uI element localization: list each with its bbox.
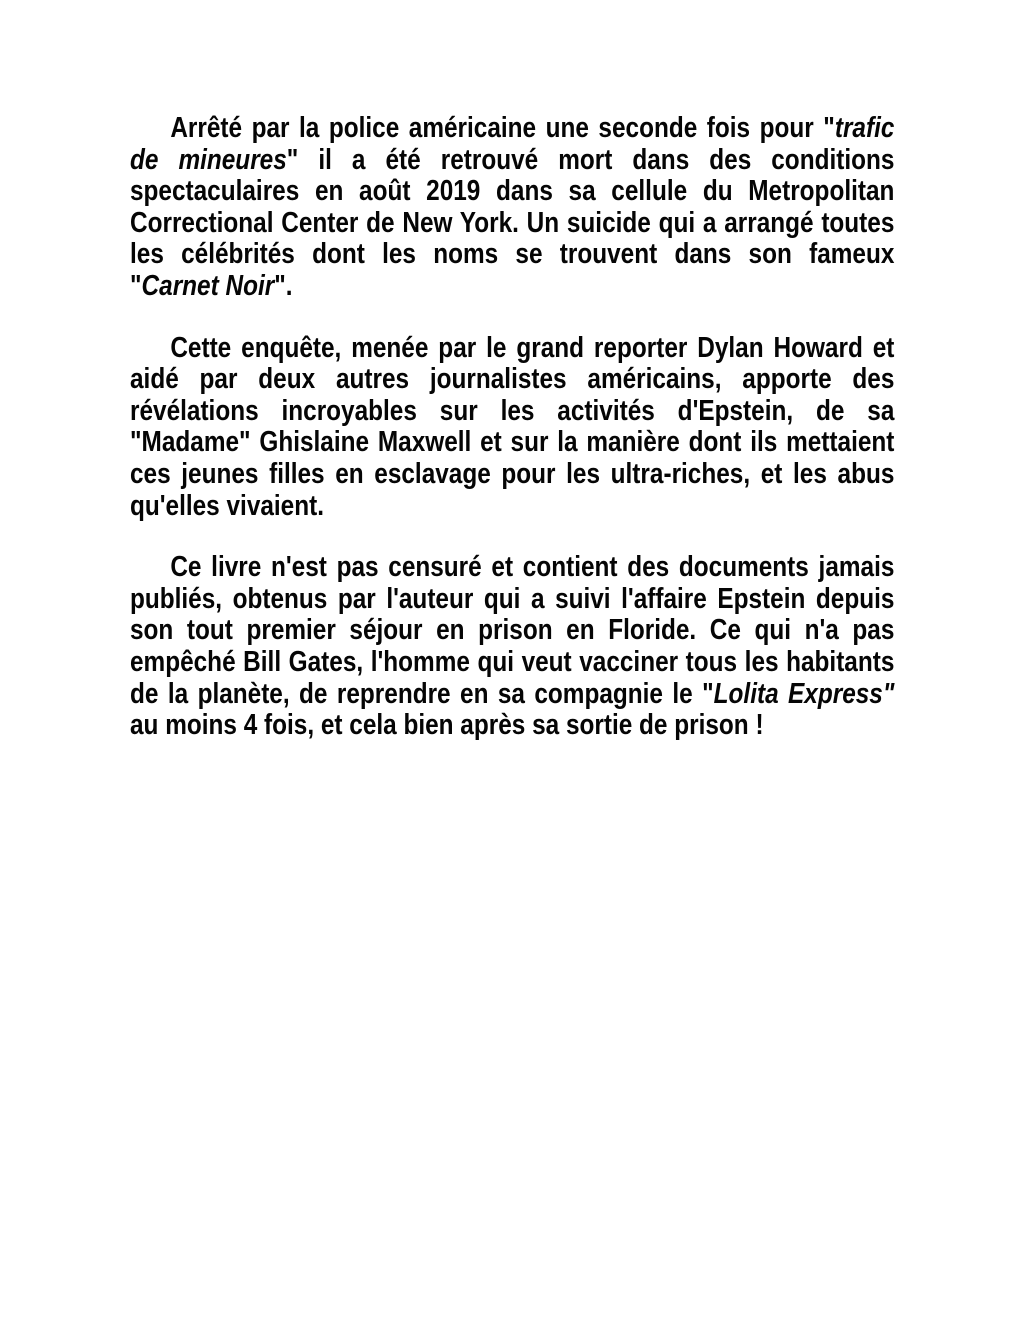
text-run: ". xyxy=(274,269,293,302)
text-run-italic: Carnet Noir xyxy=(141,269,275,302)
paragraph-1 xyxy=(130,113,894,303)
text-run: " il a été retrouvé mort dans des conditions spectaculaires en août 2019 dans sa cellule du Metropolitan Correctional Center de New York. Un suicide qui a arrangé toutes les célébrités dont les noms se trouvent dans son fameux " xyxy=(130,143,895,302)
text-block xyxy=(130,113,894,772)
paragraph-3 xyxy=(130,552,894,742)
text-run: Ce livre n'est pas censuré et contient des documents jamais publiés, obtenus par l'auteur qui a suivi l'affaire Epstein depuis son tout premier séjour en prison en Floride. Ce qui n'a pas empêché Bill Gates, l'homme qui veut vacciner tous les habitants de la planète, de reprendre en sa compagnie le " xyxy=(130,551,895,710)
text-run: au moins 4 fois, et cela bien après sa sortie de prison ! xyxy=(130,709,764,742)
paragraph-2 xyxy=(130,333,894,523)
text-run: Arrêté par la police américaine une seconde fois pour " xyxy=(170,112,835,144)
text-run: Cette enquête, menée par le grand reporter Dylan Howard et aidé par deux autres journalistes américains, apporte des révélations incroyables sur les activités d'Epstein, de sa "Madame" Ghislaine Maxwell et sur la manière dont ils mettaient ces jeunes filles en esclavage pour les ultra-riches, et les abus qu'elles vivaient. xyxy=(130,331,895,522)
text-run-italic: trafic de mineures xyxy=(130,112,895,176)
text-run-italic: Lolita Express" xyxy=(713,677,895,710)
